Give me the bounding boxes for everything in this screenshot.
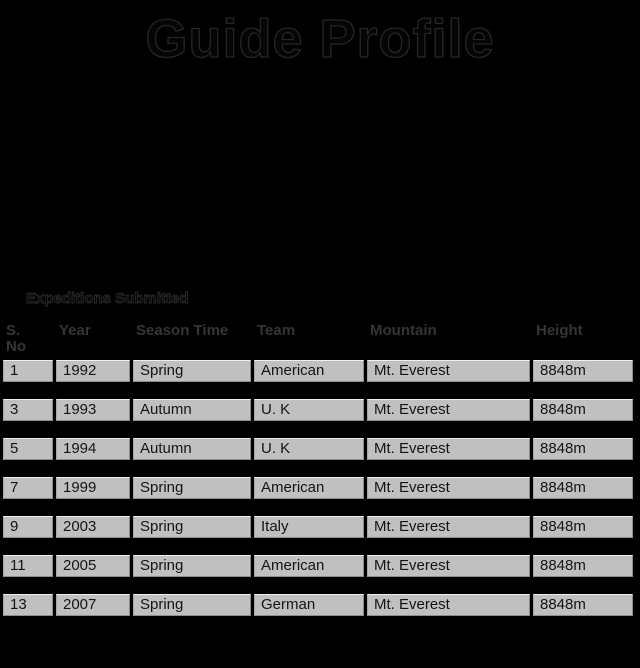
column-header-mountain: Mountain [370, 322, 437, 340]
cell-mountain: Mt. Everest [367, 438, 530, 460]
cell-height: 8848m [533, 399, 633, 421]
cell-team: Italy [254, 516, 364, 538]
column-header-height: Height [536, 322, 583, 340]
cell-height: 8848m [533, 438, 633, 460]
cell-sno: 1 [3, 360, 53, 382]
cell-mountain: Mt. Everest [367, 594, 530, 616]
column-header-season: Season Time [136, 322, 229, 340]
cell-season: Spring [133, 594, 251, 616]
cell-team: American [254, 477, 364, 499]
cell-height: 8848m [533, 516, 633, 538]
column-header-sno-label: S. No [6, 322, 26, 356]
cell-team: German [254, 594, 364, 616]
column-header-sno [3, 323, 53, 357]
cell-year: 1993 [56, 399, 130, 421]
cell-team: American [254, 555, 364, 577]
table-row [3, 555, 633, 577]
table-row [3, 399, 633, 421]
table-row [3, 477, 633, 499]
cell-year: 2003 [56, 516, 130, 538]
cell-sno: 13 [3, 594, 53, 616]
table-row [3, 594, 633, 616]
table-row [3, 360, 633, 382]
hidden-row [3, 463, 633, 474]
cell-season: Autumn [133, 399, 251, 421]
section-heading: Expeditions Submitted [26, 290, 189, 308]
cell-mountain: Mt. Everest [367, 477, 530, 499]
cell-season: Autumn [133, 438, 251, 460]
cell-year: 1999 [56, 477, 130, 499]
cell-sno: 7 [3, 477, 53, 499]
cell-sno: 5 [3, 438, 53, 460]
cell-season: Spring [133, 477, 251, 499]
cell-height: 8848m [533, 477, 633, 499]
cell-sno: 11 [3, 555, 53, 577]
cell-height: 8848m [533, 594, 633, 616]
hidden-row [3, 541, 633, 552]
cell-year: 1994 [56, 438, 130, 460]
cell-mountain: Mt. Everest [367, 360, 530, 382]
hidden-row [3, 424, 633, 435]
cell-sno: 3 [3, 399, 53, 421]
cell-season: Spring [133, 555, 251, 577]
cell-height: 8848m [533, 360, 633, 382]
hidden-row [3, 502, 633, 513]
cell-season: Spring [133, 516, 251, 538]
cell-year: 2005 [56, 555, 130, 577]
cell-mountain: Mt. Everest [367, 399, 530, 421]
cell-year: 1992 [56, 360, 130, 382]
cell-team: American [254, 360, 364, 382]
hidden-row [3, 580, 633, 591]
cell-sno: 9 [3, 516, 53, 538]
page-title: Guide Profile [145, 9, 495, 69]
expeditions-table [0, 320, 636, 619]
table-header-row [3, 323, 633, 357]
cell-team: U. K [254, 438, 364, 460]
cell-mountain: Mt. Everest [367, 516, 530, 538]
cell-year: 2007 [56, 594, 130, 616]
table-row [3, 438, 633, 460]
column-header-year: Year [59, 322, 91, 340]
hidden-row [3, 385, 633, 396]
cell-height: 8848m [533, 555, 633, 577]
column-header-team: Team [257, 322, 296, 340]
cell-season: Spring [133, 360, 251, 382]
table-row [3, 516, 633, 538]
cell-team: U. K [254, 399, 364, 421]
cell-mountain: Mt. Everest [367, 555, 530, 577]
